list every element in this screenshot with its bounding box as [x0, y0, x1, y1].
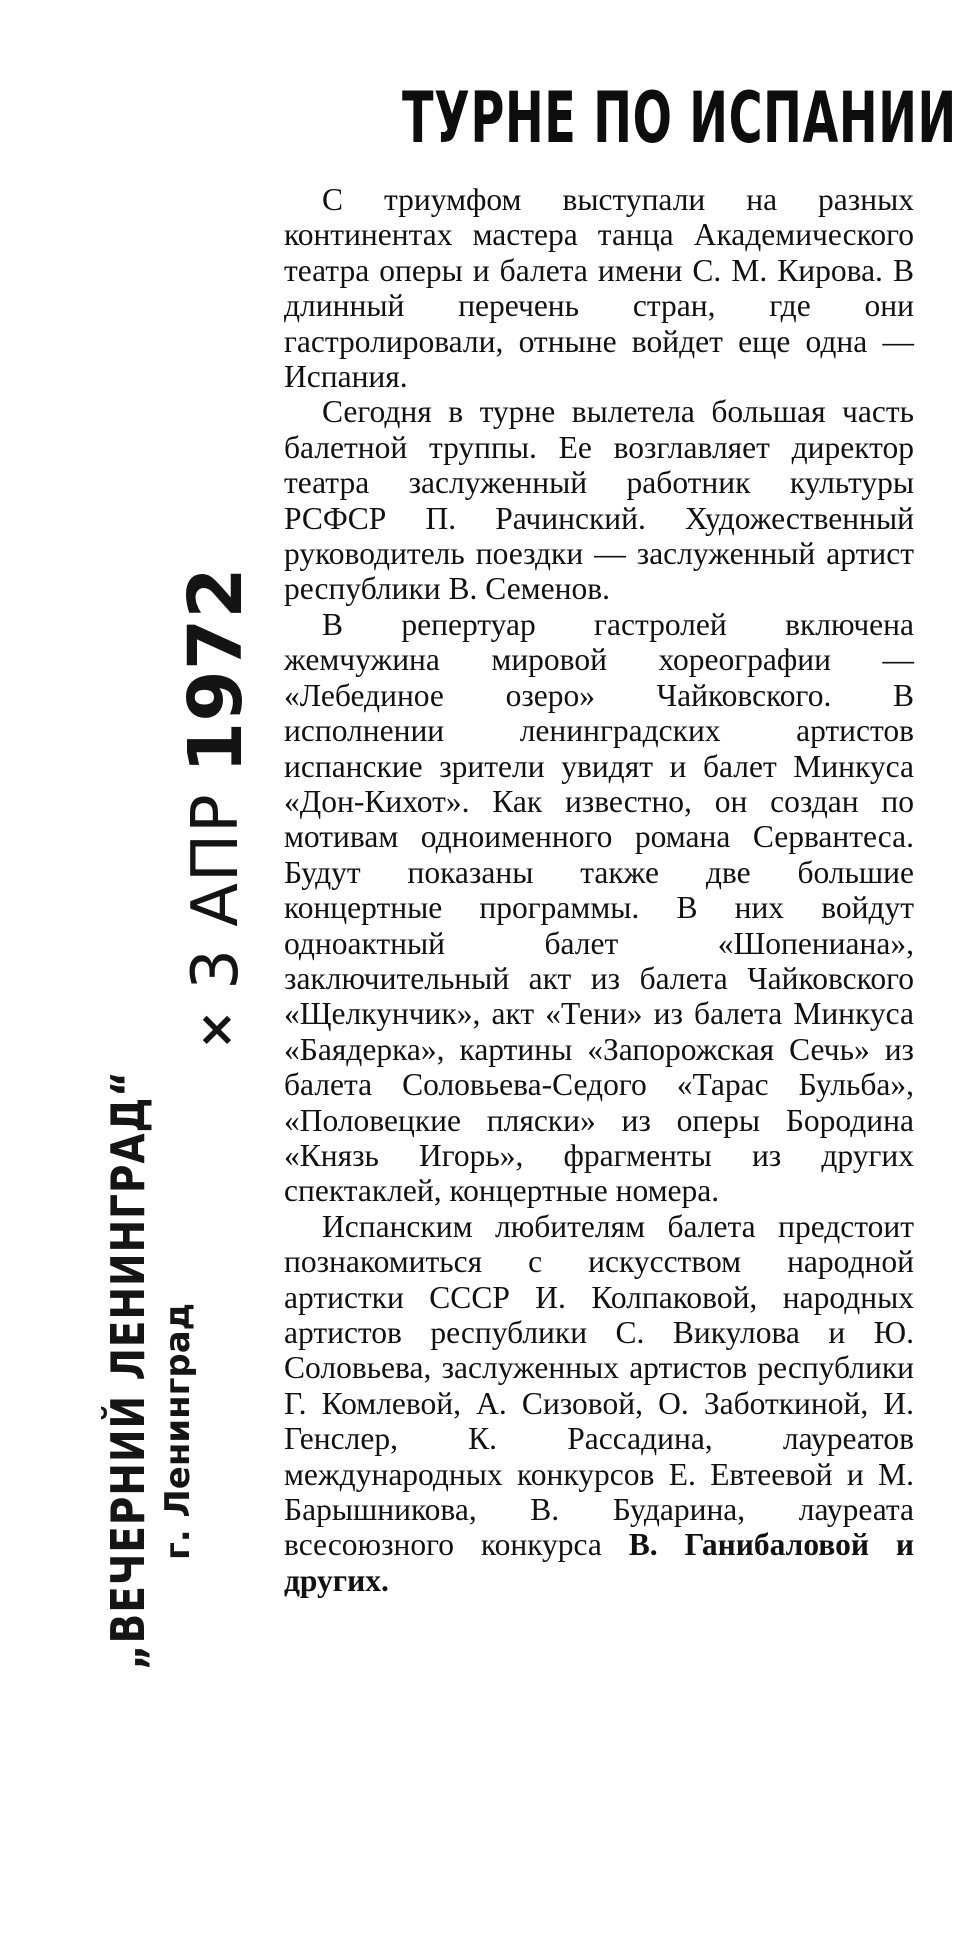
stamp-cross-mark: ×: [188, 1009, 244, 1050]
source-stamp: [100, 1070, 240, 1670]
article-closing-names: В. Ганибаловой и других.: [284, 1527, 915, 1598]
source-newspaper-title: „ВЕЧЕРНИЙ ЛЕНИНГРАД“: [101, 1070, 155, 1670]
article-paragraph-2: Сегодня в турне вылетела большая часть балетной труппы. Ее возглавляет директор театра заслуженный работник культуры РСФСР П. Рачинский. Художественный руководитель поездки — заслуженный артист республики В. Семенов.: [284, 394, 914, 607]
article-paragraph-4: [284, 1209, 914, 1598]
source-city: г. Ленинград: [158, 1302, 198, 1560]
article-body: [284, 182, 914, 1598]
stamp-year: 1972: [173, 567, 259, 774]
stamp-date: 3 АПР: [179, 793, 253, 990]
article-paragraph-4-text: Испанским любителям балета предстоит познакомиться с искусством народной артистки СССР И. Колпаковой, народных артистов республики С. Викулова и Ю. Соловьева, заслуженных артистов республики Г. Комлевой, А. Сизовой, О. Заботкиной, И. Генслер, К. Рассадина, лауреатов международных конкурсов Е. Евтеевой и М. Барышникова, В. Бударина, лауреата всесоюзного конкурса: [284, 1208, 914, 1563]
article-headline: ТУРНЕ ПО ИСПАНИИ: [402, 77, 957, 159]
date-stamp: [166, 550, 266, 1050]
article-paragraph-3: В репертуар гастролей включена жемчужина мировой хореографии — «Лебединое озеро» Чайковского. В исполнении ленинградских артистов испанские зрители увидят и балет Минкуса «Дон-Кихот». Как известно, он создан по мотивам одноименного романа Сервантеса. Будут показаны также две большие концертные программы. В них войдут одноактный балет «Шопениана», заключительный акт из балета Чайковского «Щелкунчик», акт «Тени» из балета Минкуса «Баядерка», картины «Запорожская Сечь» из балета Соловьева-Седого «Тарас Бульба», «Половецкие пляски» из оперы Бородина «Князь Игорь», фрагменты из других спектаклей, концертные номера.: [284, 606, 914, 1209]
article-paragraph-1: С триумфом выступали на разных континентах мастера танца Академического театра оперы и балета имени С. М. Кирова. В длинный перечень стран, где они гастролировали, отныне войдет еще одна — Испания.: [284, 182, 914, 395]
